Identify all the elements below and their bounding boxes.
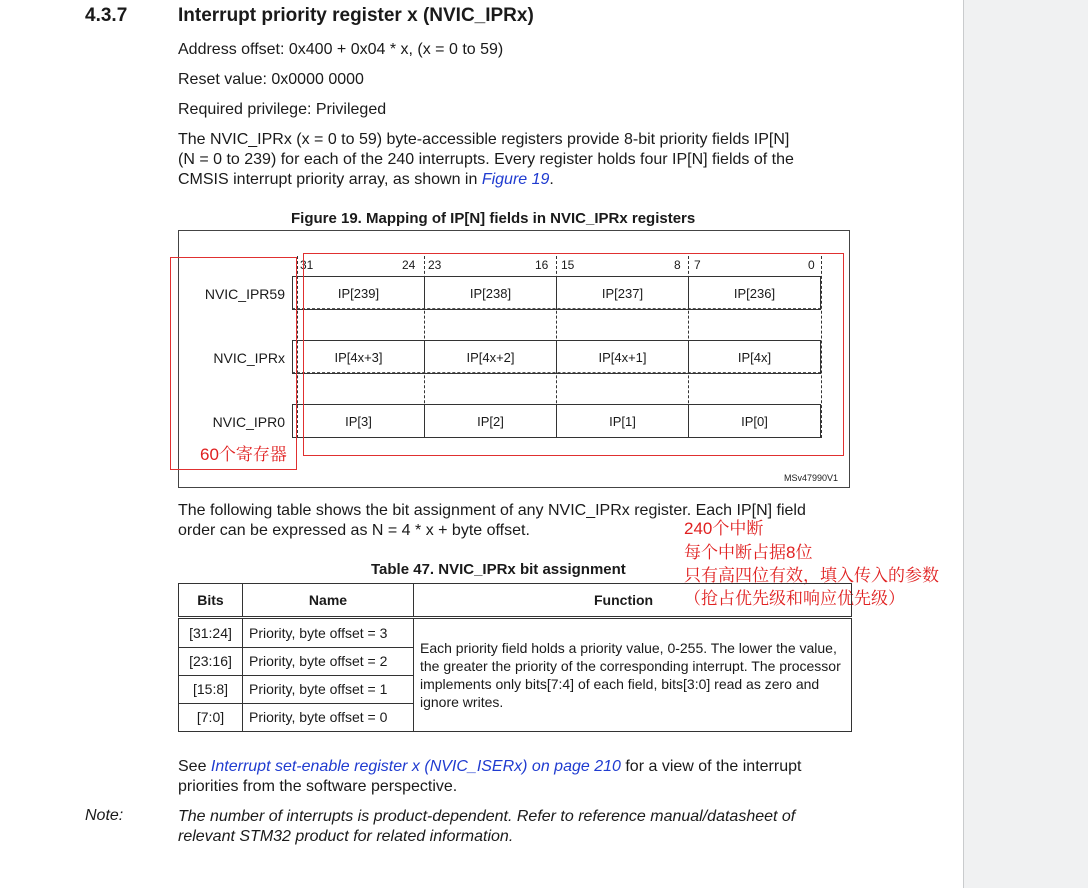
field-cell: IP[4x+3] — [293, 341, 425, 373]
field-cell: IP[236] — [733, 285, 776, 301]
section-title: Interrupt priority register x (NVIC_IPRx) — [178, 5, 534, 26]
cell-name: Priority, byte offset = 2 — [243, 647, 414, 675]
field-cell: IP[4x+2] — [425, 341, 557, 373]
intro-line-1: The NVIC_IPRx (x = 0 to 59) byte-accessible registers provide 8-bit priority fields IP[N] — [178, 131, 790, 148]
field-cell: IP[237] — [557, 277, 689, 309]
cell-name: Priority, byte offset = 0 — [243, 703, 414, 731]
cell-name: Priority, byte offset = 1 — [243, 675, 414, 703]
section-number: 4.3.7 — [85, 5, 128, 26]
intro-line-3-end: . — [549, 171, 554, 188]
figure-19-link[interactable]: Figure 19 — [481, 171, 550, 188]
nvic-iser-link[interactable]: Interrupt set-enable register x (NVIC_ISERx) on page 210 — [210, 758, 621, 775]
field-cell: IP[3] — [293, 405, 425, 437]
cell-function: Each priority field holds a priority value, 0-255. The lower the value, the greater the priority of the corresponding interrupt. The processor implements only bits[7:4] of each field, bits[3:0] read as zero and ignore writes. — [414, 618, 852, 732]
annotation-bits-each: 每个中断占据8位 — [684, 543, 813, 562]
bit-label-8: 8 — [674, 258, 681, 272]
bit-label-0: 0 — [808, 258, 815, 272]
intro-line-3-text: CMSIS interrupt priority array, as shown in — [178, 171, 482, 188]
reset-value: Reset value: 0x0000 0000 — [178, 71, 364, 88]
figure-caption: Figure 19. Mapping of IP[N] fields in NVIC_IPRx registers — [291, 210, 696, 227]
field-cell: IP[2] — [425, 405, 557, 437]
field-cell: IP[4x+1] — [557, 341, 689, 373]
field-cell: IP[238] — [425, 277, 557, 309]
register-name-ipr59: NVIC_IPR59 — [204, 286, 285, 302]
annotation-box-registers — [170, 257, 297, 470]
see-suffix: for a view of the interrupt — [620, 758, 802, 775]
header-bits: Bits — [179, 584, 243, 618]
required-privilege: Required privilege: Privileged — [178, 101, 387, 118]
register-name-ipr0: NVIC_IPR0 — [212, 414, 285, 430]
register-name-iprx: NVIC_IPRx — [213, 350, 285, 366]
field-cell: IP[0] — [741, 413, 768, 429]
annotation-interrupts-count: 240个中断 — [684, 519, 764, 538]
see-line-1 — [178, 757, 801, 777]
table-header-row — [179, 584, 852, 618]
note-line-1: The number of interrupts is product-dependent. Refer to reference manual/datasheet of — [178, 808, 796, 825]
bit-label-7: 7 — [694, 258, 701, 272]
bit-label-15: 15 — [561, 258, 575, 272]
cell-bits: [31:24] — [179, 618, 243, 648]
note-label: Note: — [85, 807, 124, 824]
cell-name: Priority, byte offset = 3 — [243, 618, 414, 648]
address-offset: Address offset: 0x400 + 0x04 * x, (x = 0 to 59) — [178, 41, 504, 58]
table-caption: Table 47. NVIC_IPRx bit assignment — [371, 561, 626, 578]
annotation-priority-kinds: （抢占优先级和响应优先级） — [684, 589, 905, 608]
intro-line-3 — [178, 170, 554, 190]
intro-line-2: (N = 0 to 239) for each of the 240 interrupts. Every register holds four IP[N] fields of the — [178, 151, 794, 168]
cell-bits: [23:16] — [179, 647, 243, 675]
header-name: Name — [243, 584, 414, 618]
cell-bits: [15:8] — [179, 675, 243, 703]
field-cell: IP[239] — [293, 277, 425, 309]
figure-ref-code: MSv47990V1 — [784, 473, 839, 483]
see-prefix: See — [178, 758, 211, 775]
field-cell: IP[4x] — [737, 349, 772, 365]
right-sidebar — [963, 0, 1088, 888]
following-line-1: The following table shows the bit assignment of any NVIC_IPRx register. Each IP[N] field — [178, 502, 806, 519]
table-row — [179, 618, 852, 648]
cell-bits: [7:0] — [179, 703, 243, 731]
bit-label-16: 16 — [535, 258, 549, 272]
bit-assignment-table — [178, 583, 852, 732]
bit-label-23: 23 — [428, 258, 442, 272]
following-line-2: order can be expressed as N = 4 * x + byte offset. — [178, 522, 530, 539]
annotation-box-fields — [303, 253, 844, 456]
bit-label-31: 31 — [300, 258, 314, 272]
see-line-2: priorities from the software perspective. — [178, 778, 458, 795]
header-function: Function — [414, 584, 852, 618]
annotation-registers-count: 60个寄存器 — [200, 445, 287, 464]
bit-label-24: 24 — [402, 258, 416, 272]
annotation-high-bits: 只有高四位有效，填入传入的参数 — [684, 566, 939, 585]
field-cell: IP[1] — [557, 405, 689, 437]
note-line-2: relevant STM32 product for related information. — [178, 828, 514, 845]
